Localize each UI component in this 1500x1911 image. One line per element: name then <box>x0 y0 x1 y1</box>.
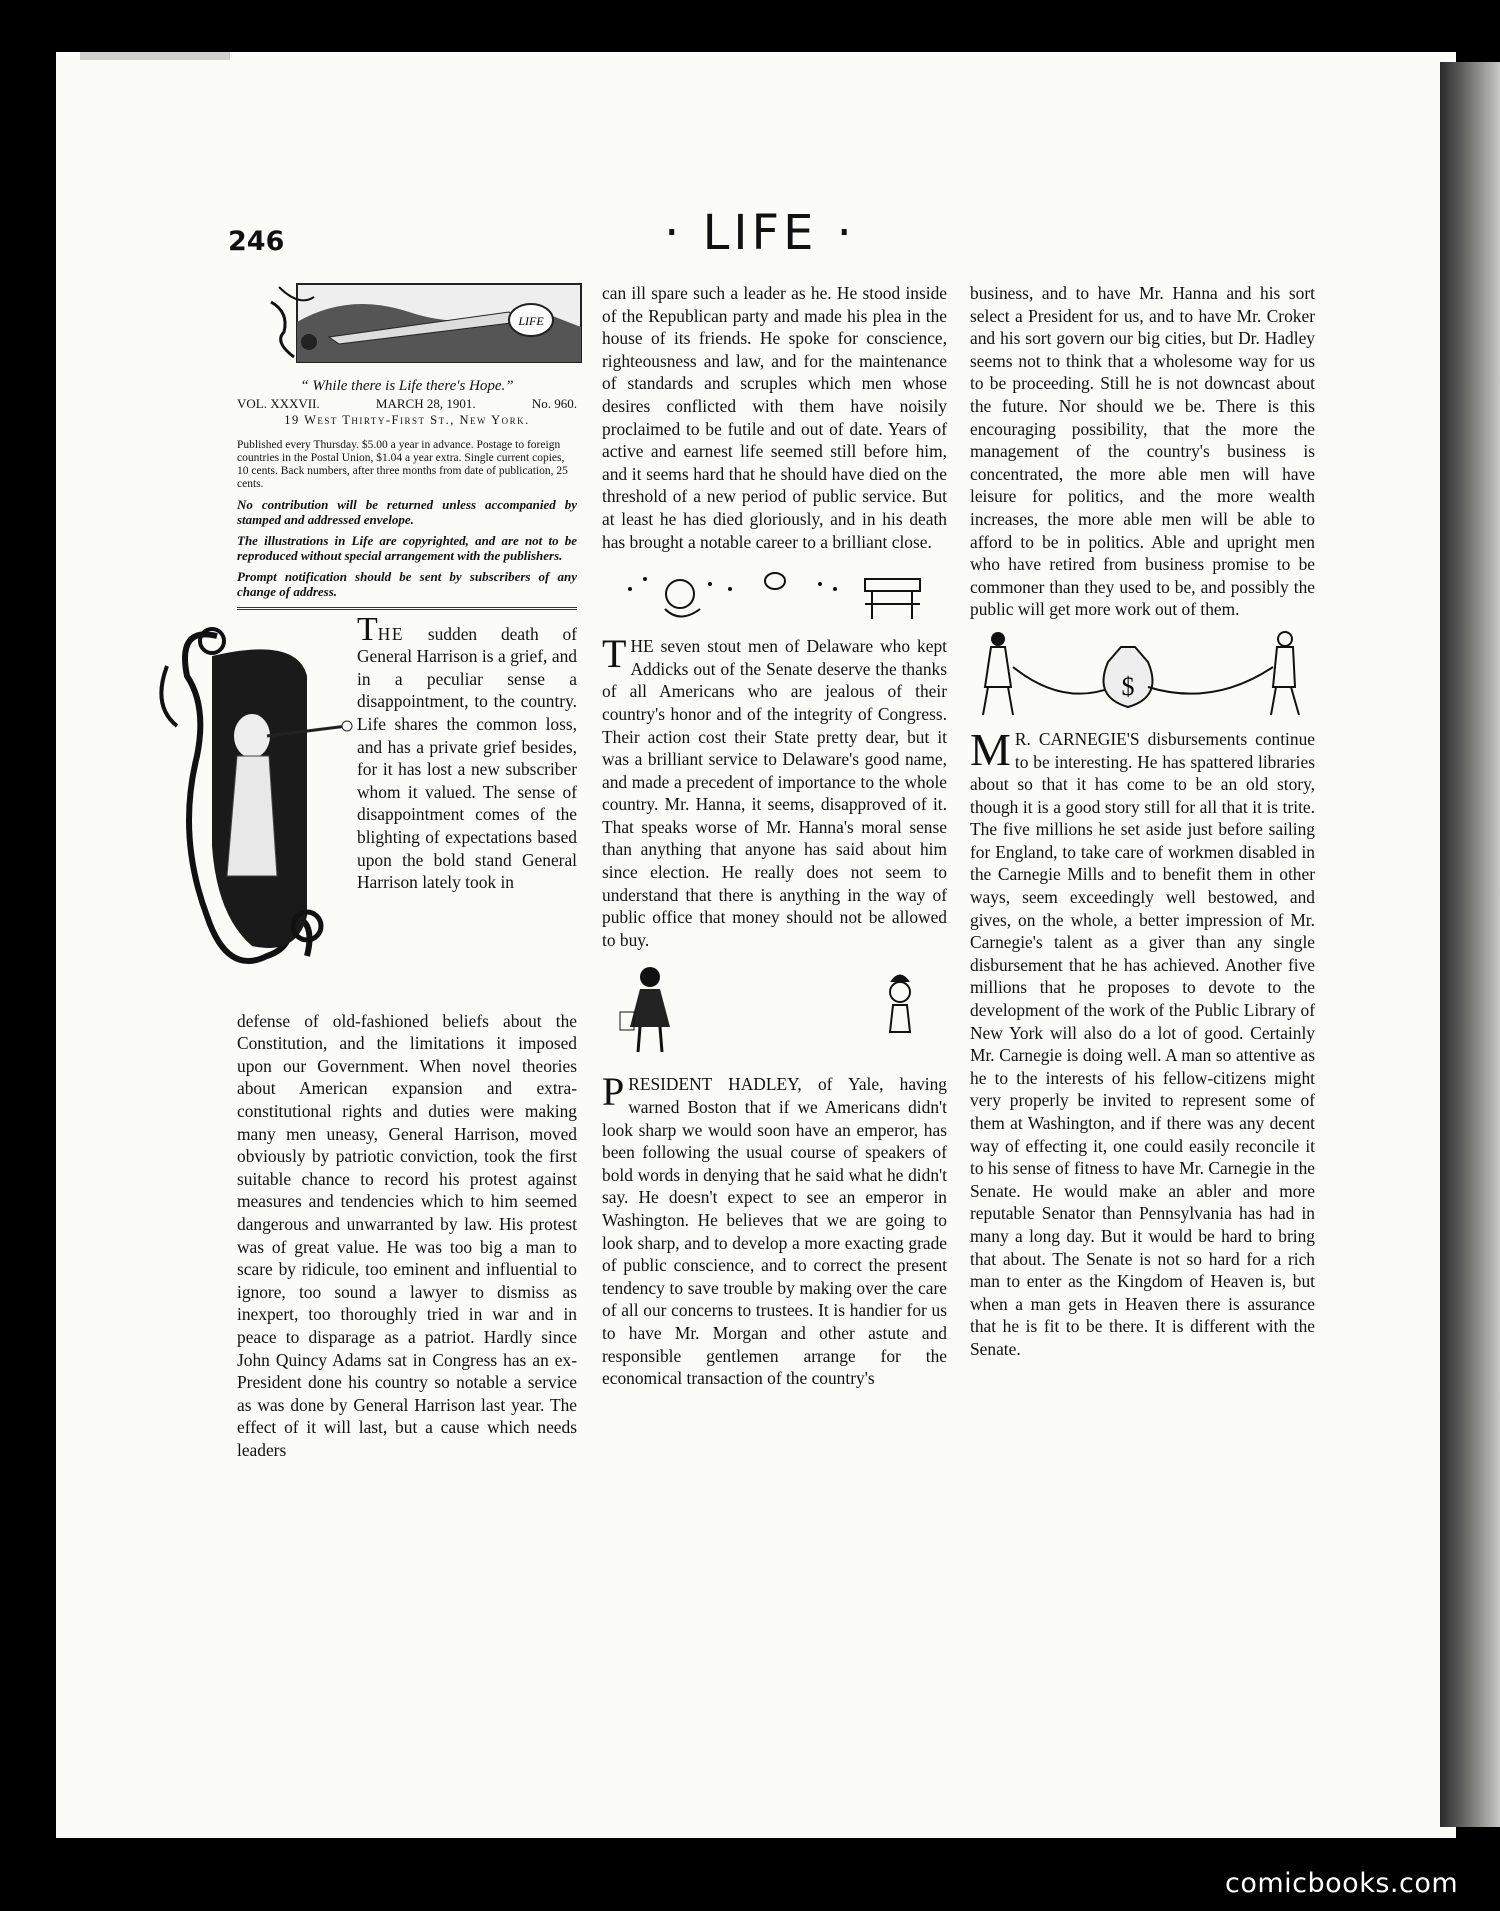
dropcap-T: T <box>357 610 378 648</box>
masthead-title: · LIFE · <box>664 205 856 261</box>
svg-text:LIFE: LIFE <box>518 314 544 328</box>
address: 19 West Thirty-First St., New York. <box>284 412 530 427</box>
watermark: comicbooks.com <box>1225 1868 1459 1899</box>
dropcap-M: M <box>970 723 1011 775</box>
harrison-continued: can ill spare such a leader as he. He stood inside of the Republican party and made his plea in the house of its friends. He spoke for conscience, righteousness and law, and for the maintenance of standards and scruples which men whose desires conflicted with them have noisily proclaimed to be futile and out of date. Years of active and earnest life seemed still before him, and it seems hard that he should have died on the threshold of a new period of public service. But at least he has died gloriously, and in his death has brought a notable career to a brilliant close. <box>602 283 947 552</box>
svg-text:$: $ <box>1121 671 1134 701</box>
ornamental-initial-illustration <box>157 616 357 1006</box>
harrison-body: defense of old-fashioned beliefs about the Constitution, and the limitations it imposed upon our Government. When novel theories about American expansion and extra-constitutional rights and duties were making many men uneasy, General Harrison, moved obviously by patriotic conviction, took the first suitable chance to record his protest against measures and tendencies which to him seemed dangerous and unwarranted by law. His protest was of great value. He was too big a man to scare by ridicule, too eminent and influential to ignore, too sound a lawyer to dismiss as inexpert, too thoroughly tried in war and in peace to disparage as a patriot. Hardly since John Quincy Adams sat in Congress has an ex-President done his country so notable a service as was done by General Harrison last year. The effect of it will last, but a cause which needs leaders <box>237 1010 577 1460</box>
dropcap-P: P <box>602 1069 625 1115</box>
divider <box>237 607 577 610</box>
hadley-text: having warned Boston that if we Americans didn't look sharp we would soon have an emperor, has been following the usual course of speakers of bold words in denying that he said what he didn't say. He doesn't expect to see an emperor in Washington. He believes that we are going to look sharp, and to develop a more exacting grade of public conscience, and to correct the present tendency to save trouble by making over the care of all our concerns to trustees. It is handier for us to have Mr. Morgan and other astute and responsible gentlemen arrange for the economical transaction of the country's <box>602 1074 947 1389</box>
adjacent-page-edge <box>1440 62 1500 1827</box>
harrison-lead: HE <box>377 623 404 644</box>
notice-copyright: The illustrations in Life are copyrighted, and are not to be reproduced without special arrangement with the publishers. <box>237 532 577 563</box>
column-1 <box>237 282 577 1461</box>
harrison-article <box>237 610 577 1462</box>
notice-contributions: No contribution will be returned unless accompanied by stamped and addressed envelope. <box>237 496 577 527</box>
carnegie-text: continue to be interesting. He has spattered libraries about so that it has come to be an old story, though it is a good story still for all that it is trite. The five millions he set aside just before sailing for England, to take care of workmen disabled in the Carnegie Mills and to benefit them in other ways, seem exceedingly well bestowed, and gives, on the whole, a better impression of Mr. Carnegie's talent as a giver than any single disbursement that he has achieved. Another five millions that he proposes to devote to the development of the work of the Public Library of New York will also do a lot of good. Certainly Mr. Carnegie is doing well. A man so attentive as he to the interests of his fellow-citizens might very properly be invited to represent some of them at Washington, and if there was any decent way of effecting it, one could easily reconcile it to his sense of fitness to have Mr. Carnegie in the Senate. He would make an abler and more reputable Senator than Pennsylvania has had in many a long day. But it would be hard to bring that about. The Senate is not so hard for a rich man to enter as the Kingdom of Heaven is, but when a man gets in Heaven there is assurance that he is fit to be there. It is different with the Senate. <box>970 728 1315 1359</box>
vignette-money-bag-illustration <box>973 627 1313 722</box>
column-2 <box>602 282 947 1390</box>
editorial-box <box>237 282 577 610</box>
hadley-continued: business, and to have Mr. Hanna and his sort select a President for us, and to have Mr. Croker and his sort govern our big cities, but Dr. Hadley seems not to think that a wholesome way for us to be proceeding. Still he is not downcast about the future. Nor should we be. There is this encouraging possibility, that the more the management of the country's business is concentrated, the more able men will have leisure for politics, and the more wealth increases, the more able men will be able to afford to be in politics. Able and upright men who have retired from business promise to be commoner than they used to be, and possibly the public will get more work out of them. <box>970 283 1315 620</box>
issue-number: No. 960. <box>531 395 577 411</box>
publication-note: Published every Thursday. $5.00 a year in advance. Postage to foreign countries in the Postal Union, $1.04 a year extra. Single current copies, 10 cents. Back numbers, after three months from date of publication, 25 cents. <box>237 438 568 490</box>
banner-illustration <box>269 282 584 367</box>
volume-line <box>237 395 577 412</box>
page-tab <box>80 52 230 60</box>
page-number: 246 <box>228 226 285 257</box>
issue-date: MARCH 28, 1901. <box>375 395 476 411</box>
dropcap-T-delaware: T <box>602 631 627 677</box>
volume: VOL. XXXVII. <box>237 395 320 411</box>
vignette-stars-illustration <box>610 559 940 629</box>
vignette-figures-illustration <box>610 957 940 1067</box>
delaware-text: HE seven stout men of Delaware who kept Addicks out of the Senate deserve the thanks of all Americans who are jealous of their country's honor and of the integrity of Congress. Their action cost their State pretty dear, but it was a brilliant service to Delaware's good name, and made a precedent of importance to the whole country. Mr. Hanna, it seems, disapproved of it. That speaks worse of Mr. Hanna's moral sense than anything that anyone has said about him since election. He really does not seem to understand that there is anything in the way of public office that money should not be allowed to buy. <box>602 636 947 950</box>
carnegie-paragraph <box>970 723 1315 1361</box>
delaware-paragraph <box>602 631 947 951</box>
notice-address: Prompt notification should be sent by subscribers of any change of address. <box>237 568 577 599</box>
column-3 <box>970 282 1315 1361</box>
harrison-wrapped-text: sudden death of General Harrison is a grief, and in a peculiar sense a disappointment, to the country. Life shares the common loss, and has a private grief besides, for it has lost a new subscriber whom it valued. The sense of disappointment comes of the blighting of expectations based upon the bold stand General Harrison lately took in <box>357 623 577 893</box>
carnegie-lead: R. CARNEGIE'S disbursements <box>1014 728 1248 749</box>
hadley-lead: RESIDENT HADLEY, of Yale, <box>628 1074 884 1095</box>
motto: “ While there is Life there's Hope.” <box>300 377 514 394</box>
hadley-paragraph <box>602 1069 947 1389</box>
